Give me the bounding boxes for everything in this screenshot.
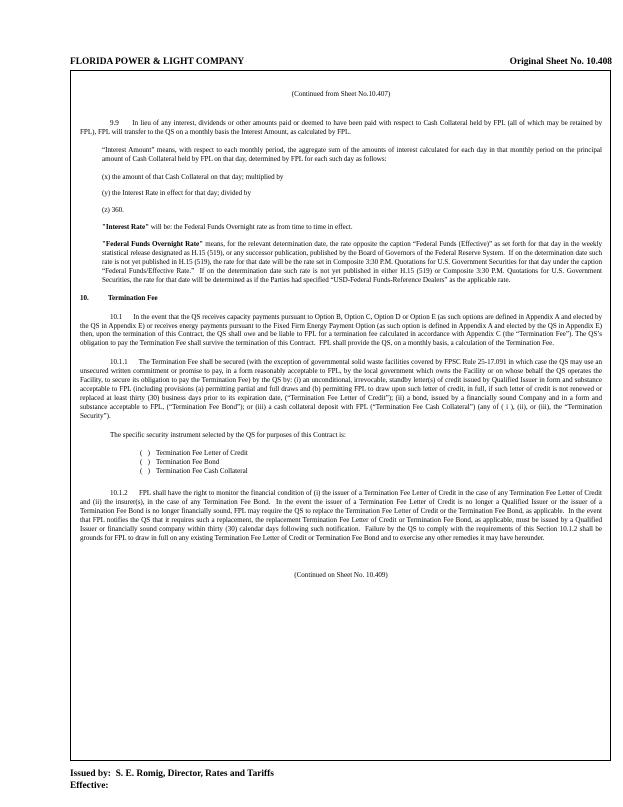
paragraph-10-1-2: 10.1.2 FPL shall have the right to monitor the financial condition of (i) the issuer of a Termination Fee Letter of Credit in the case of any Termination Fee Letter of Credit and (ii) the insurer(s), in the case of any Termination Fee Bond. In the event the issuer of a Termination Fee Letter of Credit is no longer a Qualified Issuer or the issuer of a Termination Fee Bond is no longer financially sound, FPL may require the QS to replace the Termination Fee Letter of Credit or the Termination Fee Bond, as applicable. In the event that FPL notifies the QS that it requires such a replacement, the replacement Termination Fee Letter of Credit or Termination Fee Bond, as applicable, must be issued by a Qualified Issuer or financially sound company within thirty (30) calendar days following such notification. Failure by the QS to comply with the requirements of this Section 10.1.2 shall be grounds for FPL to draw in full on any existing Termination Fee Letter of Credit or Termination Fee Bond and to exercise any other remedies it may have hereunder.: [80, 489, 602, 542]
paragraph-10-1: 10.1 In the event that the QS receives capacity payments pursuant to Option B, Option C, Option D or Option E (as such options are defined in Appendix A and elected by the QS in Appendix E) or receives energy payments pursuant to the Fixed Firm Energy Payment Option (as such option is defined in Appendix A and elected by the QS in Appendix E) then, upon the termination of this Contract, the QS shall owe and be liable to FPL for a termination fee calculated in accordance with Appendix C (the “Termination Fee”). The QS’s obligation to pay the Termination Fee shall survive the termination of this Contract. FPL shall provide the QS, on a monthly basis, a calculation of the Termination Fee.: [80, 312, 602, 348]
formula-line-x: (x) the amount of that Cash Collateral on that day; multiplied by: [102, 172, 284, 181]
federal-funds-text: means, for the relevant determination date, the rate opposite the caption “Federal Funds (Effective)” as set forth for that day in the weekly statistical release designated as H.15 (519), or any successor publication, published by the Board of Governors of the Federal Reserve System. If on the determination date such rate is not yet published in H.15 (519), the rate for that date will be the rate set in Composite 3:30 P.M. Quotations for U.S. Government Securities for that day under the caption “Federal Funds/Effective Rate.” If on the determination date such rate is not yet published in either H.15 (519) or Composite 3:30 P.M. Quotations for U.S. Government Securities, the rate for that date will be determined as if the Parties had specified “USD-Federal Funds-Reference Dealers” as the applicable rate.: [102, 240, 602, 284]
issued-by: Issued by: S. E. Romig, Director, Rates and Tariffs: [70, 769, 274, 779]
document-body: [80, 90, 602, 580]
formula-line-y: (y) the Interest Rate in effect for that day; divided by: [102, 189, 251, 198]
continued-from: (Continued from Sheet No.10.407): [291, 90, 391, 98]
section-10-heading: [80, 294, 602, 303]
interest-rate-text: will be: the Federal Funds Overnight rate as from time to time in effect.: [149, 223, 353, 232]
option-label: Termination Fee Letter of Credit: [156, 449, 248, 458]
instrument-intro: The specific security instrument selected by the QS for purposes of this Contract is:: [110, 430, 346, 439]
federal-funds-definition: [102, 240, 602, 285]
option-cash-collateral[interactable]: [140, 467, 602, 476]
option-label: Termination Fee Bond: [156, 458, 220, 467]
effective-date: Effective:: [70, 781, 109, 791]
continued-on: (Continued on Sheet No. 10.409): [294, 570, 388, 579]
interest-rate-term: "Interest Rate": [102, 223, 150, 232]
federal-funds-term: "Federal Funds Overnight Rate": [102, 240, 204, 249]
checkbox-letter-of-credit[interactable]: ( ): [140, 449, 150, 458]
checkbox-bond[interactable]: ( ): [140, 458, 150, 467]
paragraph-9-9: 9.9 In lieu of any interest, dividends or other amounts paid or deemed to have been paid with respect to Cash Collateral held by FPL (all of which may be retained by FPL), FPL will transfer to the QS on a monthly basis the Interest Amount, as calculated by FPL.: [80, 118, 602, 136]
interest-amount-definition: “Interest Amount” means, with respect to each monthly period, the aggregate sum of the amounts of interest calculated for each day in that monthly period on the principal amount of Cash Collateral held by FPL on that day, determined by FPL for each such day as follows:: [102, 145, 602, 163]
formula-line-z: (z) 360.: [102, 206, 124, 215]
section-number: 10.: [80, 293, 89, 302]
checkbox-cash-collateral[interactable]: ( ): [140, 467, 150, 476]
company-name: FLORIDA POWER & LIGHT COMPANY: [70, 57, 245, 67]
interest-rate-definition: [102, 223, 602, 232]
option-bond[interactable]: [140, 458, 602, 467]
section-title: Termination Fee: [108, 293, 158, 302]
sheet-number: Original Sheet No. 10.408: [509, 57, 612, 67]
option-label: Termination Fee Cash Collateral: [156, 467, 248, 476]
paragraph-10-1-1: 10.1.1 The Termination Fee shall be secured (with the exception of governmental solid waste facilities covered by FPSC Rule 25-17.091 in which case the QS may use an unsecured written commitment or promise to pay, in a form reasonably acceptable to FPL, by the local government which owns the Facility or on whose behalf the QS operates the Facility, to secure its obligation to pay the Termination Fee) by the QS by: (i) an unconditional, irrevocable, standby letter(s) of credit issued by Qualified Issuer in form and substance acceptable to FPL (including provisions (a) permitting partial and full draws and (b) permitting FPL to draw upon such letter of credit, in full, if such letter of credit is not renewed or replaced at least thirty (30) business days prior to its expiration date, (“Termination Fee Letter of Credit”); (ii) a bond, issued by a financially sound Company and in a form and substance acceptable to FPL, (“Termination Fee Bond”); or (iii) a cash collateral deposit with FPL (“Termination Fee Cash Collateral”) (any of ( i ), (ii), or (iii), the “Termination Security”).: [80, 358, 602, 420]
page-footer: [70, 768, 612, 792]
option-letter-of-credit[interactable]: [140, 449, 602, 458]
